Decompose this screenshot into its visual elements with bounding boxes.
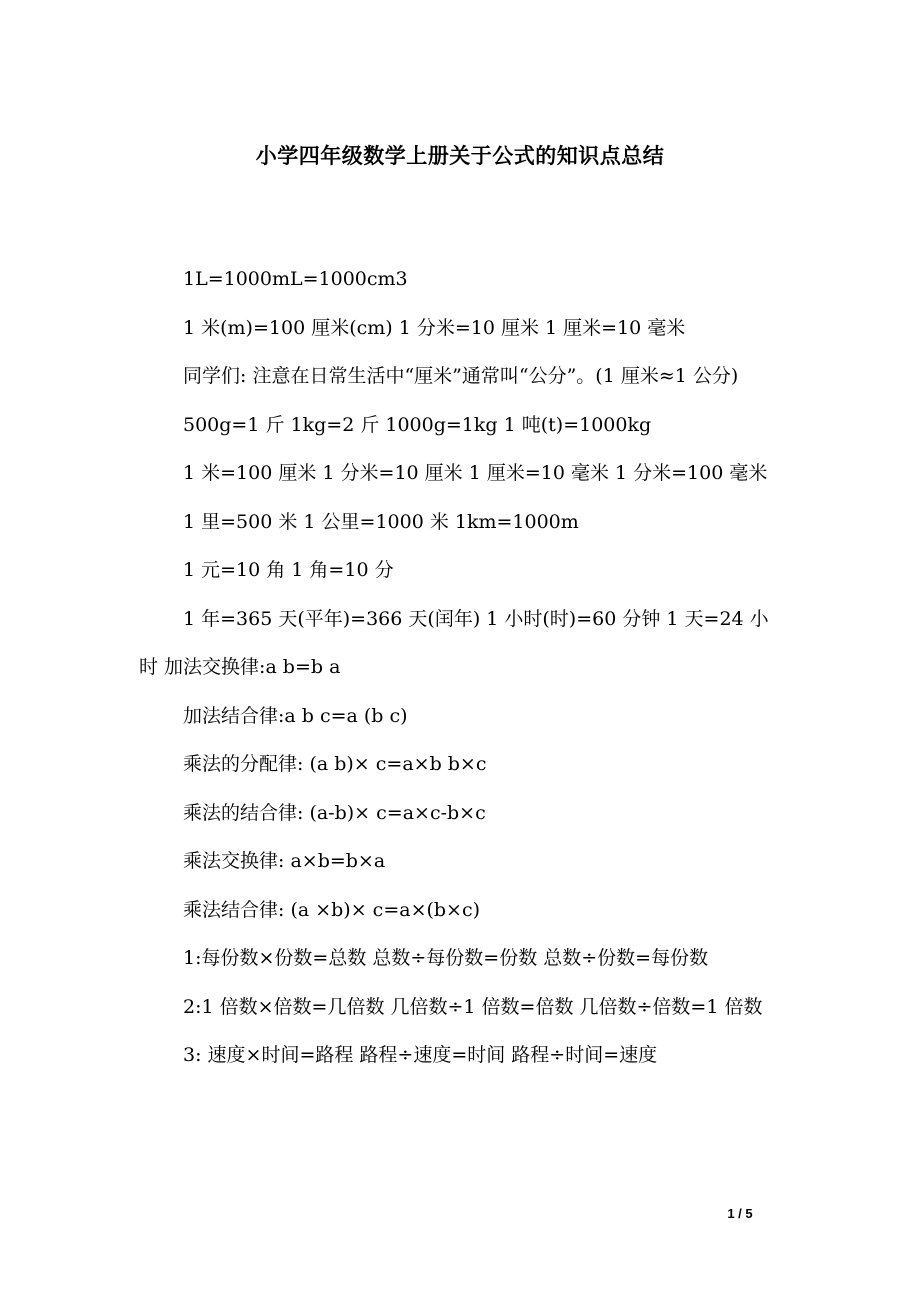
paragraph-multiplication-distributive: 乘法的分配律: (a b)× c=a×b b×c — [183, 753, 487, 775]
paragraph-length-units-2: 1 米=100 厘米 1 分米=10 厘米 1 厘米=10 毫米 1 分米=100 毫米 — [183, 462, 768, 484]
paragraph-cm-note: 同学们: 注意在日常生活中“厘米”通常叫“公分”。(1 厘米≈1 公分) — [183, 365, 739, 387]
paragraph-time-units: 1 年=365 天(平年)=366 天(闰年) 1 小时(时)=60 分钟 1 天=24 小时 加法交换律:a b=b a — [139, 607, 769, 678]
paragraph-formula-3: 3: 速度×时间=路程 路程÷速度=时间 路程÷时间=速度 — [183, 1044, 658, 1066]
paragraph-multiplication-associative-2: 乘法结合律: (a ×b)× c=a×(b×c) — [183, 898, 481, 921]
paragraph-money-units: 1 元=10 角 1 角=10 分 — [183, 559, 394, 581]
document-body — [139, 255, 784, 1080]
paragraph-formula-1: 1:每份数×份数=总数 总数÷每份数=份数 总数÷份数=每份数 — [183, 947, 709, 969]
page-number: 1 / 5 — [727, 1206, 753, 1221]
paragraph-formula-2: 2:1 倍数×倍数=几倍数 几倍数÷1 倍数=倍数 几倍数÷倍数=1 倍数 — [183, 995, 763, 1018]
paragraph-length-units: 1 米(m)=100 厘米(cm) 1 分米=10 厘米 1 厘米=10 毫米 — [183, 316, 686, 339]
paragraph-addition-associative: 加法结合律:a b c=a (b c) — [183, 704, 408, 727]
paragraph-distance-units: 1 里=500 米 1 公里=1000 米 1km=1000m — [183, 510, 579, 533]
paragraph-weight-units: 500g=1 斤 1kg=2 斤 1000g=1kg 1 吨(t)=1000kg — [183, 413, 652, 436]
document-title: 小学四年级数学上册关于公式的知识点总结 — [255, 144, 665, 168]
paragraph-volume-units: 1L=1000mL=1000cm3 — [183, 268, 408, 290]
paragraph-multiplication-associative-1: 乘法的结合律: (a-b)× c=a×c-b×c — [183, 801, 486, 824]
paragraph-multiplication-commutative: 乘法交换律: a×b=b×a — [183, 850, 386, 872]
